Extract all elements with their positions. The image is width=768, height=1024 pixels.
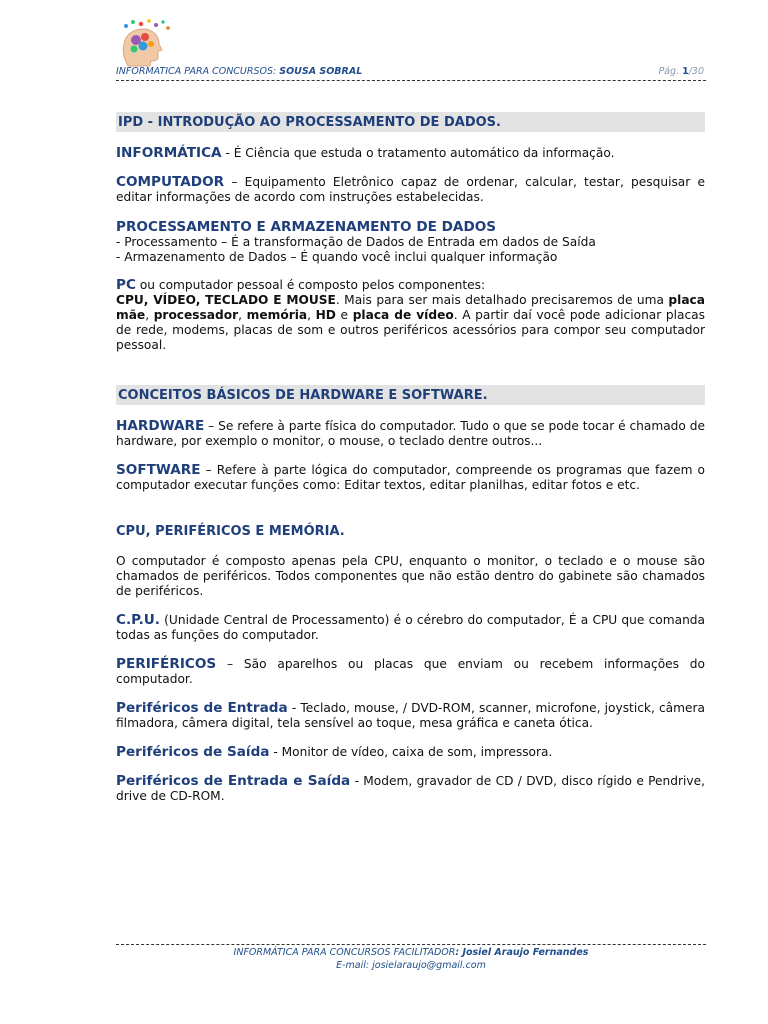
footer-email: E-mail: josielaraujo@gmail.com	[336, 960, 486, 971]
paragraph-perifericos-entrada-saida: Periféricos de Entrada e Saída - Modem, gravador de CD / DVD, disco rígido e Pendrive, drive de CD-ROM.	[116, 773, 706, 803]
footer-divider	[116, 944, 706, 945]
section-title-cpu: CPU, PERIFÉRICOS E MEMÓRIA.	[116, 524, 345, 539]
header-title: INFORMATICA PARA CONCURSOS: SOUSA SOBRAL	[116, 66, 363, 77]
section-title-ipd: IPD - INTRODUÇÃO AO PROCESSAMENTO DE DADOS.	[116, 112, 705, 132]
paragraph-pc-intro: PC ou computador pessoal é composto pelos componentes:	[116, 277, 486, 293]
paragraph-perifericos-entrada: Periféricos de Entrada - Teclado, mouse, / DVD-ROM, scanner, microfone, joystick, câmera filmadora, câmera digital, tela sensível ao toque, mesa gráfica e caneta ótica.	[116, 700, 705, 730]
head-gears-logo-icon	[116, 18, 174, 68]
page-number: Pág. 1/30	[658, 66, 704, 77]
paragraph-perifericos-saida: Periféricos de Saída - Monitor de vídeo, caixa de som, impressora.	[116, 744, 553, 760]
paragraph-perifericos: PERIFÉRICOS – São aparelhos ou placas que enviam ou recebem informações do computador.	[116, 656, 705, 686]
paragraph-cpu: C.P.U. (Unidade Central de Processamento) é o cérebro do computador, É a CPU que comanda todas as funções do computador.	[116, 612, 705, 642]
header-divider	[116, 80, 706, 81]
footer-line-1: INFORMÁTICA PARA CONCURSOS FACILITADOR: Josiel Araujo Fernandes	[233, 947, 589, 958]
section-title-conceitos: CONCEITOS BÁSICOS DE HARDWARE E SOFTWARE.	[116, 385, 705, 405]
paragraph-software: SOFTWARE – Refere à parte lógica do computador, compreende os programas que fazem o computador executar funções como: Editar textos, editar planilhas, editar fotos e etc.	[116, 462, 705, 492]
heading-processamento: PROCESSAMENTO E ARMAZENAMENTO DE DADOS	[116, 219, 497, 235]
processamento-line: - Processamento – É a transformação de Dados de Entrada em dados de Saída	[116, 235, 596, 249]
document-body	[116, 112, 705, 804]
armazenamento-line: - Armazenamento de Dados – É quando você inclui qualquer informação	[116, 250, 558, 264]
paragraph-informatica: INFORMÁTICA - É Ciência que estuda o tratamento automático da informação.	[116, 145, 615, 161]
paragraph-cpu-intro: O computador é composto apenas pela CPU, enquanto o monitor, o teclado e o mouse são chamados de periféricos. Todos componentes que não estão dentro do gabinete são chamados de periféricos.	[116, 554, 705, 598]
paragraph-computador: COMPUTADOR – Equipamento Eletrônico capaz de ordenar, calcular, testar, pesquisar e editar informações de acordo com instruções estabelecidas.	[116, 174, 705, 204]
paragraph-pc-components: CPU, VÍDEO, TECLADO E MOUSE. Mais para ser mais detalhado precisaremos de uma placa mãe, processador, memória, HD e placa de vídeo. A partir daí você pode adicionar placas de rede, modems, placas de som e outros periféricos acessórios para compor seu computador pessoal.	[116, 293, 705, 352]
paragraph-hardware: HARDWARE – Se refere à parte física do computador. Tudo o que se pode tocar é chamado de hardware, por exemplo o monitor, o mouse, o teclado dentre outros...	[116, 418, 705, 448]
